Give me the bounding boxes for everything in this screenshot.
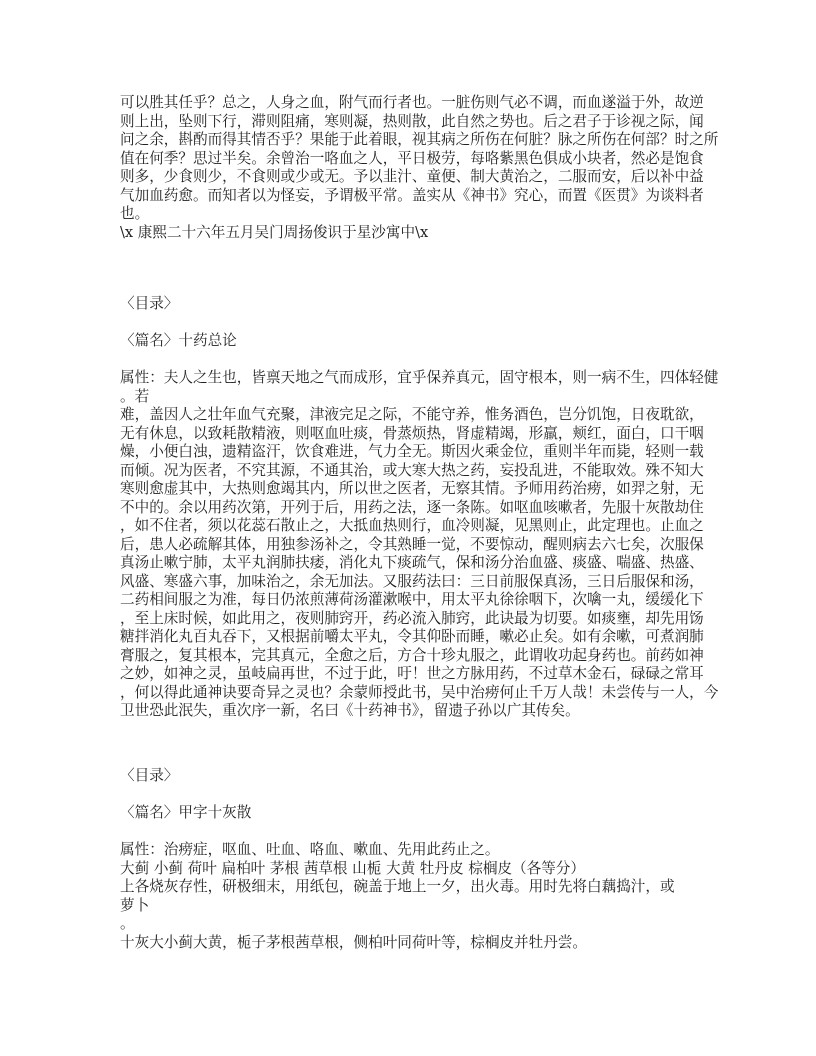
paragraph-line: ，至上床时候，如此用之，夜则肺窍开，药必流入肺窍，此诀最为切要。如痰壅，却先用饧 bbox=[120, 609, 704, 627]
paragraph-line: 属性：夫人之生也，皆禀天地之气而成形，宜乎保养真元，固守根本，则一病不生，四体轻健 bbox=[120, 369, 719, 386]
paragraph-line: 气加血药愈。而知者以为怪妄，予谓极平常。盖实从《神书》究心，而置《医贯》为谈料者 bbox=[120, 186, 704, 204]
paragraph-line: 十灰大小蓟大黄，栀子茅根茜草根，侧柏叶同荷叶等，棕榈皮并牡丹尝。 bbox=[120, 933, 588, 951]
paragraph-line: 。若 bbox=[120, 387, 150, 405]
paragraph-line: 可以胜其任乎？总之，人身之血，附气而行者也。一脏伤则气必不调，而血遂溢于外，故逆 bbox=[120, 94, 704, 111]
paragraph-line: 寒则愈虚其中，大热则愈竭其内，所以世之医者，无察其情。予师用药治痨，如羿之射，无 bbox=[120, 480, 704, 497]
paragraph-line: 之妙，如神之灵，虽岐扁再世，不过于此，吁！世之方脉用药，不过草木金石，碌碌之常耳 bbox=[120, 665, 704, 682]
paragraph-line: 也。 bbox=[120, 205, 150, 222]
paragraph-line: 燥，小便白浊，遗精盗汗，饮食难进，气力全无。斯因火乘金位，重则半年而毙，轻则一载 bbox=[120, 443, 704, 460]
paragraph-line: 无有休息，以致耗散精液，则呕血吐痰，骨蒸烦热，肾虚精竭，形羸，颊红，面白，口干咽 bbox=[120, 424, 704, 442]
paragraph-line: 卫世恐此泯失，重次序一新，名曰《十药神书》，留遗子孙以广其传矣。 bbox=[120, 702, 580, 719]
toc-heading: 〈目录〉 bbox=[120, 295, 179, 312]
paragraph-line: 上各烧灰存性，研极细末，用纸包，碗盖于地上一夕，出火毒。用时先将白藕捣汁，或 bbox=[120, 878, 675, 895]
paragraph-line: 则上出，坠则下行，滞则阻痛，寒则凝，热则散，此自然之势也。后之君子于诊视之际，闻 bbox=[120, 112, 704, 130]
paragraph-line: 属性：治痨症，呕血、吐血、咯血、嗽血、先用此药止之。 bbox=[120, 841, 500, 858]
paragraph-line: ，如不住者，须以花蕊石散止之，大抵血热则行，血冷则凝，见黑则止，此定理也。止血之 bbox=[120, 517, 704, 534]
paragraph-line: 风盛、寒盛六事，加味治之，余无加法。又服药法曰：三日前服保真汤，三日后服保和汤， bbox=[120, 572, 704, 590]
paragraph-line: ，何以得此通神诀要奇异之灵也？余蒙师授此书，吴中治痨何止千万人哉！未尝传与一人，今 bbox=[120, 683, 719, 701]
paragraph-line: 大蓟 小蓟 荷叶 扁柏叶 茅根 茜草根 山栀 大黄 牡丹皮 棕榈皮（各等分） bbox=[120, 859, 585, 877]
toc-heading: 〈目录〉 bbox=[120, 767, 179, 784]
paragraph-line: 二药相间服之为准，每日仍浓煎薄荷汤灌漱喉中，用太平丸徐徐咽下，次噙一丸，缓缓化下 bbox=[120, 591, 704, 608]
paragraph-line: 而倾。况为医者，不究其源，不通其治，或大寒大热之药，妄投乱进，不能取效。殊不知大 bbox=[120, 461, 704, 479]
paragraph-line: 萝卜 bbox=[120, 896, 150, 914]
paragraph-line: 值在何季？思过半矣。余曾治一咯血之人，平日极劳，每咯紫黑色俱成小块者，然必是饱食 bbox=[120, 149, 704, 167]
chapter-title: 〈篇名〉甲字十灰散 bbox=[120, 804, 252, 821]
paragraph-line: 糖拌消化丸百丸吞下，又根据前嚼太平丸，令其仰卧而睡，嗽必止矣。如有余嗽，可煮润肺 bbox=[120, 628, 704, 645]
signature-line: \x 康熙二十六年五月吴门周扬俊识于星沙寓中\x bbox=[120, 223, 429, 241]
paragraph-line: 真汤止嗽宁肺，太平丸润肺扶痿，消化丸下痰疏气，保和汤分治血盛、痰盛、喘盛、热盛、 bbox=[120, 554, 704, 571]
paragraph-line: 不中的。余以用药次第，开列于后，用药之法，逐一条陈。如呕血咳嗽者，先服十灰散劫住 bbox=[120, 498, 704, 516]
paragraph-line: 则多，少食则少，不食则或少或无。予以韭汁、童便、制大黄治之，二服而安，后以补中益 bbox=[120, 168, 704, 185]
paragraph-line: 膏服之，复其根本，完其真元，全愈之后，方合十珍丸服之，此谓收功起身药也。前药如神 bbox=[120, 646, 704, 664]
paragraph-line: 。 bbox=[120, 915, 135, 932]
paragraph-line: 后，患人必疏解其体，用独参汤补之，令其熟睡一觉，不要惊动，醒则病去六七矣，次服保 bbox=[120, 535, 704, 553]
paragraph-line: 问之余，斟酌而得其情否乎？果能于此着眼，视其病之所伤在何脏？脉之所伤在何部？时之所 bbox=[120, 131, 719, 148]
paragraph-line: 难，盖因人之壮年血气充聚，津液完足之际，不能守养，惟务酒色，岂分饥饱，日夜耽欲， bbox=[120, 406, 704, 423]
chapter-title: 〈篇名〉十药总论 bbox=[120, 332, 237, 349]
